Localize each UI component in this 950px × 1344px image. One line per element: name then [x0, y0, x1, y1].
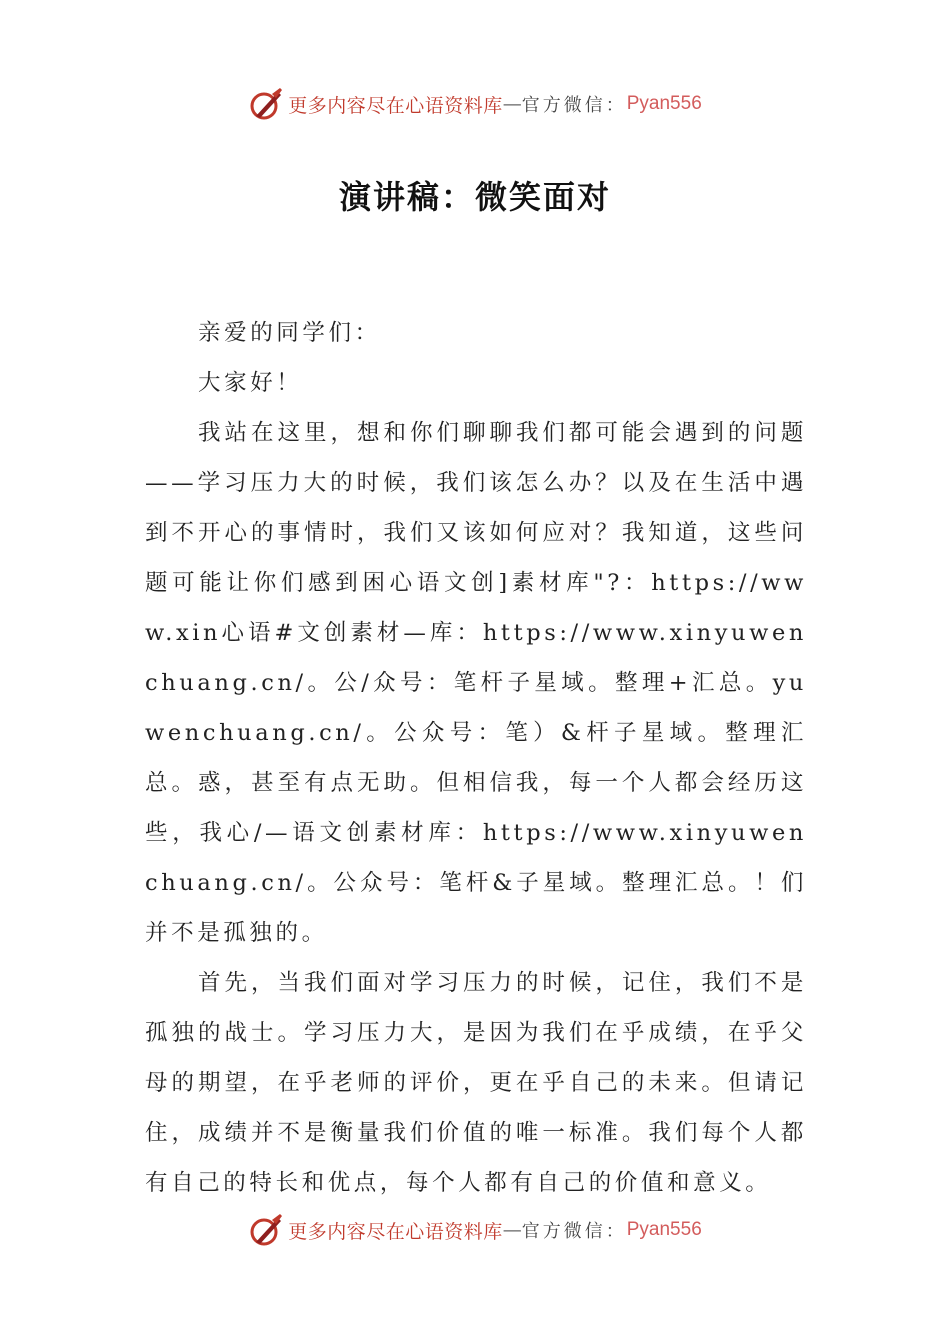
- document-body: [145, 308, 807, 1208]
- footer-banner: [0, 1210, 950, 1250]
- quill-logo-icon: [248, 1212, 284, 1248]
- banner-wechat-id: Pyan556: [626, 93, 702, 114]
- paragraph-first-point: 首先，当我们面对学习压力的时候，记住，我们不是孤独的战士。学习压力大，是因为我们在乎成绩，在乎父母的期望，在乎老师的评价，更在乎自己的未来。但请记住，成绩并不是衡量我们价值的唯一标准。我们每个人都有自己的特长和优点，每个人都有自己的价值和意义。: [145, 970, 807, 1196]
- header-banner: [0, 84, 950, 124]
- banner-wechat-id: Pyan556: [626, 1219, 702, 1240]
- banner-wechat-label: 官方微信：: [521, 1221, 627, 1242]
- banner-separator: —: [502, 93, 522, 115]
- banner-wechat-label: 官方微信：: [521, 95, 627, 116]
- quill-logo-icon: [248, 86, 284, 122]
- banner-text: 更多内容尽在心语资料库: [288, 1220, 503, 1243]
- banner-text: 更多内容尽在心语资料库: [288, 94, 503, 117]
- paragraph-intro: 我站在这里，想和你们聊聊我们都可能会遇到的问题——学习压力大的时候，我们该怎么办？以及在生活中遇到不开心的事情时，我们又该如何应对？我知道，这些问题可能让你们感到困心语文创]素材库"?：https://www.xin心语#文创素材—库：https://www.xinyuwenchuang.cn/。公/众号：笔杆子星域。整理+汇总。yuwenchuang.cn/。公众号：笔）&杆子星域。整理汇总。惑，甚至有点无助。但相信我，每一个人都会经历这些，我心/—语文创素材库：https://www.xinyuwenchuang.cn/。公众号：笔杆&子星域。整理汇总。！们并不是孤独的。: [145, 420, 807, 946]
- paragraph-hello: 大家好！: [198, 370, 303, 396]
- paragraph-greeting: 亲爱的同学们：: [198, 320, 381, 346]
- page-title: 演讲稿：微笑面对: [338, 178, 611, 216]
- banner-separator: —: [502, 1219, 522, 1241]
